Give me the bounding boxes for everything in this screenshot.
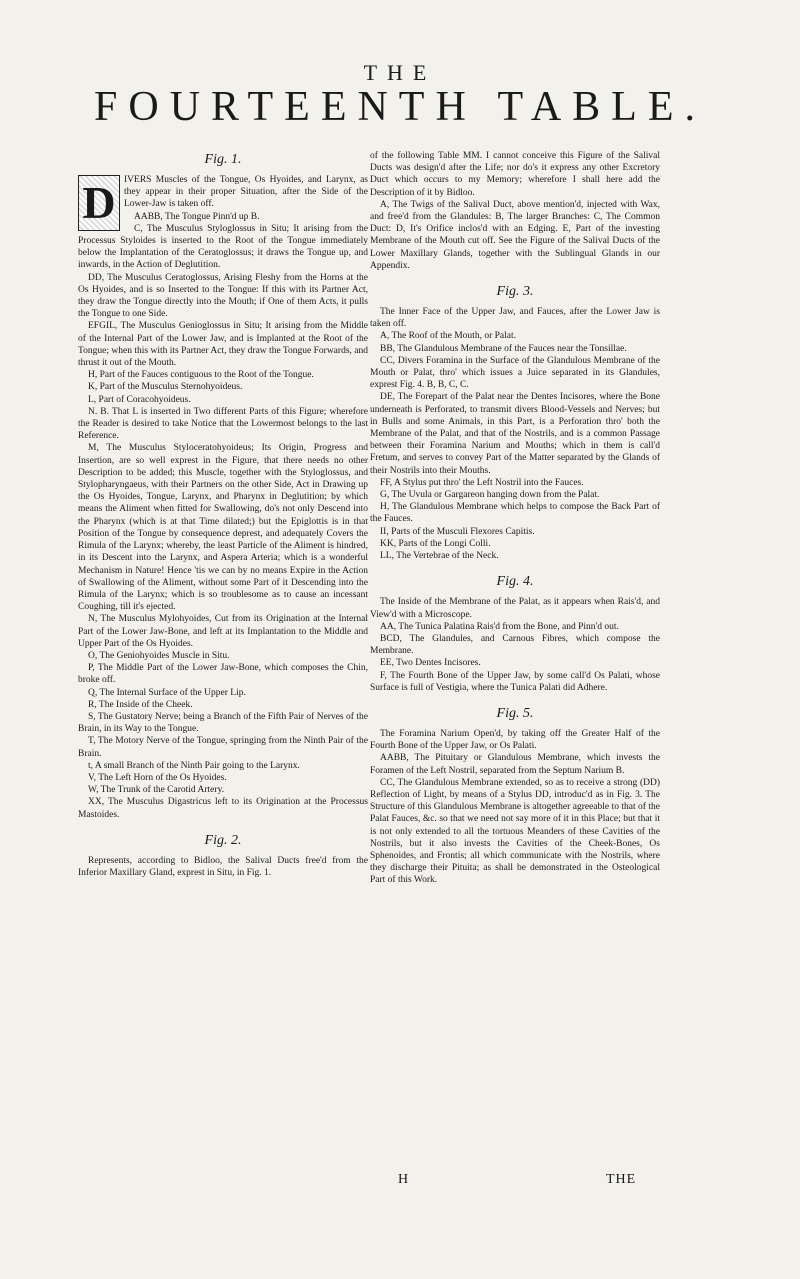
paragraph: t, A small Branch of the Ninth Pair going to the Larynx.	[88, 760, 300, 771]
paragraph: IVERS Muscles of the Tongue, Os Hyoides, and Larynx, as they appear in their proper Situation, after the Side of the Lower-Jaw is taken off.	[124, 175, 368, 210]
paragraph: The Inner Face of the Upper Jaw, and Fauces, after the Lower Jaw is taken off.	[370, 307, 660, 330]
catchword: THE	[606, 1172, 637, 1187]
fig-4-heading: Fig. 4.	[496, 574, 534, 590]
fig-5-heading: Fig. 5.	[496, 705, 534, 721]
paragraph: K, Part of the Musculus Sternohyoideus.	[88, 382, 243, 393]
paragraph: EFGIL, The Musculus Genioglossus in Situ; It arising from the Middle of the Internal Part of the Lower Jaw, and is Implanted at the Root of the Tongue; when this with its Partner Act, they draw the Tongue Forwards, and thrust it out of the Mouth.	[78, 321, 368, 369]
paragraph: T, The Motory Nerve of the Tongue, springing from the Ninth Pair of the Brain.	[78, 736, 368, 759]
paragraph: C, The Musculus Styloglossus in Situ; It arising from the Processus Styloides is inserted to the Root of the Tongue immediately below the Implantation of the Ceratoglossus; it draws the Tongue up, and inwards, in the Action of Deglutition.	[78, 223, 368, 271]
paragraph: of the following Table MM. I cannot conceive this Figure of the Salival Ducts was design'd after the Life; nor do's it express any other Excretory Duct which occurs to my Memory; wherefore I shall here add the Description of it by Bidloo.	[370, 151, 660, 198]
page-title: FOURTEENTH TABLE.	[94, 84, 706, 130]
paragraph: H, Part of the Fauces contiguous to the Root of the Tongue.	[88, 370, 314, 381]
paragraph: P, The Middle Part of the Lower Jaw-Bone, which composes the Chin, broke off.	[78, 663, 368, 686]
paragraph: DE, The Forepart of the Palat near the Dentes Incisores, where the Bone underneath is Perforated, to transmit divers Blood-Vessels and Nerves; but in Bulls and some Animals, in this Part, is a Perforation thro' both the Membrane of the Palat, and that of the Nostrils, and is a common Passage between their Foramina Narium and Mouths; which in them is call'd Fretum, and serves to convey Part of the Matter separated by the Glands of their Nostrils into their Mouths.	[370, 392, 660, 476]
paragraph: LL, The Vertebrae of the Neck.	[380, 551, 499, 562]
paragraph: Represents, according to Bidloo, the Salival Ducts free'd from the Inferior Maxillary Gland, exprest in Situ, in Fig. 1.	[78, 855, 368, 878]
paragraph: FF, A Stylus put thro' the Left Nostril into the Fauces.	[380, 477, 584, 488]
paragraph: AABB, The Pituitary or Glandulous Membrane, which invests the Foramen of the Left Nostril, separated from the Septum Narium B.	[370, 753, 660, 776]
paragraph: CC, Divers Foramina in the Surface of the Glandulous Membrane of the Mouth or Palat, thro' which issues a Juice separated in its Glandules, exprest Fig. 4. B, B, C, C.	[370, 355, 660, 391]
paragraph: Q, The Internal Surface of the Upper Lip.	[88, 687, 246, 698]
signature-mark: H	[398, 1172, 409, 1187]
fig-2-heading: Fig. 2.	[204, 832, 242, 848]
ornamental-initial: D	[78, 175, 120, 231]
fig-3-heading: Fig. 3.	[496, 284, 534, 300]
right-column	[370, 150, 660, 887]
paragraph: II, Parts of the Musculi Flexores Capitis.	[380, 526, 535, 537]
paragraph: AA, The Tunica Palatina Rais'd from the Bone, and Pinn'd out.	[380, 621, 619, 632]
paragraph: KK, Parts of the Longi Colli.	[380, 538, 491, 549]
paragraph: BB, The Glandulous Membrane of the Fauces near the Tonsillae.	[380, 343, 627, 354]
paragraph: CC, The Glandulous Membrane extended, so as to receive a strong (DD) Reflection of Light, by means of a Stylus DD, introduc'd as in Fig. 3. The Structure of this Glandulous Membrane is altogether agreeable to that of the Palat Fauces, &c. so that we need not say more of it in this Place; but that it is not only extended to all the tortuous Meanders of these Cavities of the Nostrils, but it also invests the Cavities of the Cheek-Bones, Os Sphenoides, and Frontis; all which communicate with the Nostrils, where they discharge their Pituita; as shall be demonstrated in the Osteological Part of this Work.	[370, 777, 660, 886]
paragraph: H, The Glandulous Membrane which helps to compose the Back Part of the Fauces.	[370, 502, 660, 525]
paragraph: N, The Musculus Mylohyoides, Cut from its Origination at the Internal Part of the Lower Jaw-Bone, and left at its Implantation to the Middle and Upper Part of the Os Hyoides.	[78, 614, 368, 649]
paragraph: V, The Left Horn of the Os Hyoides.	[88, 772, 227, 783]
paragraph: F, The Fourth Bone of the Upper Jaw, by some call'd Os Palati, whose Surface is full of Vestigia, where the Tunica Palati did Adhere.	[370, 670, 660, 693]
paragraph: The Inside of the Membrane of the Palat, as it appears when Rais'd, and View'd with a Microscope.	[370, 597, 660, 620]
paragraph: N. B. That L is inserted in Two different Parts of this Figure; wherefore the Reader is desired to take Notice that the Lowermost belongs to the last Reference.	[78, 406, 368, 442]
fig-1-heading: Fig. 1.	[204, 152, 242, 167]
header-the: THE	[363, 60, 437, 85]
paragraph: M, The Musculus Styloceratohyoideus; Its Origin, Progress and Insertion, are so well exprest in the Figure, that there needs no other Description to be added; this Muscle, together with the Styloglossus, and Stylopharyngaeus, with their Partners on the other Side, Act in Drawing up the Os Hyoides, Tongue, Larynx, and Pharynx in Deglutition; by which means the Aliment when fitted for Swallowing, do's not only Descend into the Pharynx (which is at that Time dilated;) but the Epiglottis is in that Position of the Tongue by consequence deprest, and adequately Covers the Rimula of the Larynx; whereby, the least Particle of the Aliment is hindred, in its Descent into the Larynx, and Aspera Arteria; which is a wonderful Mechanism in Nature! Hence 'tis we can by no means Expire in the Action of Swallowing of the Aliment, without some Part of it Descending into the Rimula of the Larynx; which is so troublesome as to cause an incessant Coughing, till it's ejected.	[78, 443, 368, 613]
paragraph: G, The Uvula or Gargareon hanging down from the Palat.	[380, 490, 600, 501]
paragraph: O, The Geniohyoides Muscle in Situ.	[88, 650, 230, 661]
paragraph: W, The Trunk of the Carotid Artery.	[88, 785, 225, 796]
paragraph: EE, Two Dentes Incisores.	[380, 658, 481, 669]
paragraph: A, The Twigs of the Salival Duct, above mention'd, injected with Wax, and free'd from the Glandules: B, The larger Branches: C, The Common Duct: D, It's Orifice inclos'd with an Edging. E, Part of the investing Membrane of the Mouth cut off. See the Figure of the Salival Ducts of the Lower Maxillary Glands, together with the Sublingual Glands in our Appendix.	[370, 199, 660, 271]
paragraph: R, The Inside of the Cheek.	[88, 699, 193, 710]
paragraph: L, Part of Coracohyoideus.	[88, 394, 191, 405]
paragraph: XX, The Musculus Digastricus left to its Origination at the Processus Mastoides.	[78, 797, 368, 820]
paragraph: S, The Gustatory Nerve; being a Branch of the Fifth Pair of Nerves of the Brain, in its Way to the Tongue.	[78, 711, 368, 735]
paragraph: The Foramina Narium Open'd, by taking off the Greater Half of the Fourth Bone of the Upper Jaw, or Os Palati.	[370, 728, 660, 752]
left-column	[78, 150, 368, 879]
paragraph: AABB, The Tongue Pinn'd up B.	[134, 211, 260, 222]
paragraph: DD, The Musculus Ceratoglossus, Arising Fleshy from the Horns at the Os Hyoides, and is so Inserted to the Tongue: If this with its Partner Act, they draw the Tongue directly into the Mouth; if One of them Acts, it pulls the Tongue to one Side.	[78, 272, 368, 320]
paragraph: A, The Roof of the Mouth, or Palat.	[380, 331, 516, 342]
paragraph: BCD, The Glandules, and Carnous Fibres, which compose the Membrane.	[370, 633, 660, 657]
